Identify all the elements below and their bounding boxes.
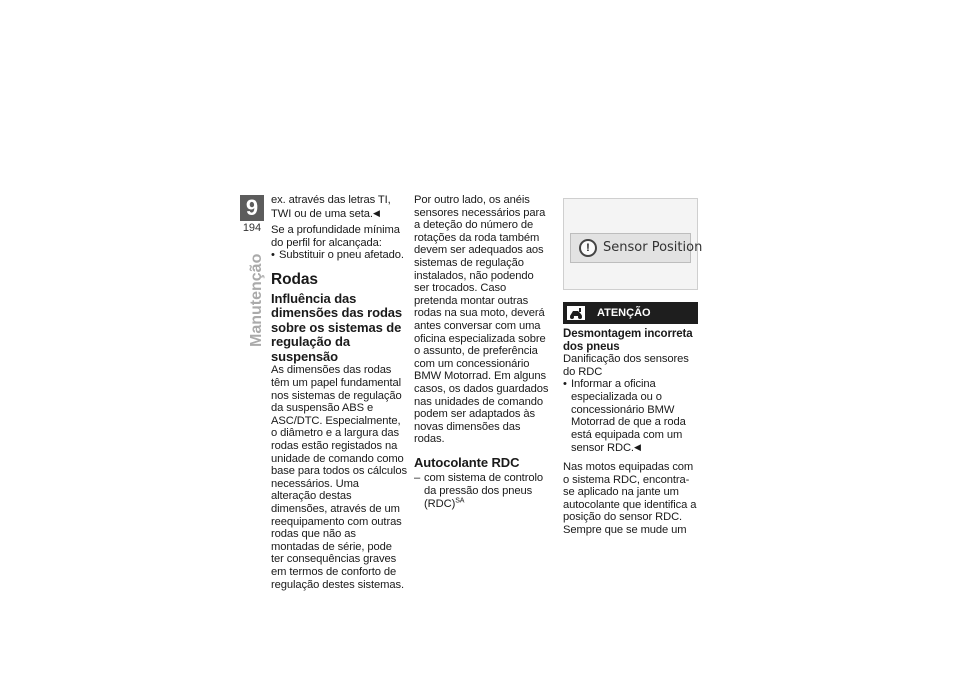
warning-text: Danificação dos sensores do RDC <box>563 353 689 378</box>
intro-text: ex. através das letras TI, TWI ou de uma seta. <box>271 194 391 220</box>
wheel-dimensions-paragraph: As dimensões das rodas têm um papel fundamental nos sistemas de regulação da suspensão ABS e ASC/DTC. Especialmente, o diâmetro e a largura das rodas estão registados na unidade de comando como base para todos os cálculos necessários. Uma alteração destas dimensões, através de um reequipamento com outras rodas que não as montadas de série, pode ter consequências graves em termos de conforto de regulação destes sistemas. <box>271 364 407 591</box>
intro-paragraph <box>271 194 407 220</box>
subsection-title: Influência das dimensões das rodas sobre os sistemas de regulação da suspensão <box>271 290 403 364</box>
dash-icon: – <box>414 472 421 485</box>
end-mark-icon: ◀ <box>372 207 380 218</box>
page-number: 194 <box>242 222 262 234</box>
chapter-tab <box>240 195 264 235</box>
optional-equipment-mark: SA <box>455 496 465 504</box>
depth-paragraph: Se a profundidade mínima do perfil for alcançada: <box>271 224 400 249</box>
rdc-option-label: com sistema de controlo da pressão dos pneus (RDC) <box>424 472 543 510</box>
rdc-option-text <box>424 472 550 510</box>
bullet-icon: • <box>563 378 567 391</box>
chapter-number: 9 <box>240 195 264 221</box>
chapter-title-wrap <box>236 246 265 356</box>
sensor-sticker <box>570 233 703 263</box>
rdc-sticker-paragraph: Nas motos equipadas com o sistema RDC, encontra-se aplicado na jante um autocolante que identifica a posição do sensor RDC. Sempre que se mude um <box>563 460 697 536</box>
section-title-rodas: Rodas <box>271 270 318 288</box>
end-mark-icon: ◀ <box>633 442 641 453</box>
warning-bullet <box>563 378 699 455</box>
exclamation-icon: ! <box>579 239 597 257</box>
motorcycle-warning-icon <box>567 306 585 320</box>
warning-label: ATENÇÃO <box>597 307 651 319</box>
bullet-icon: • <box>271 249 275 262</box>
rdc-option-item <box>414 472 550 510</box>
sensor-position-figure <box>563 198 703 290</box>
warning-title: Desmontagem incorreta dos pneus <box>563 328 693 353</box>
column-1 <box>271 194 407 591</box>
depth-bullet-text: Substituir o pneu afetado. <box>279 249 404 262</box>
depth-bullet <box>271 249 407 262</box>
warning-bullet-text <box>571 378 699 455</box>
chapter-title: Manutenção <box>248 253 265 347</box>
warning-header <box>563 302 698 324</box>
column-2 <box>414 194 550 510</box>
column-3 <box>563 328 699 537</box>
sticker-label: Sensor Position <box>603 240 703 255</box>
warning-bullet-label: Informar a oficina especializada ou o concessionário BMW Motorrad de que a roda está equipada com um sensor RDC. <box>571 378 686 455</box>
section-title-rdc: Autocolante RDC <box>414 454 520 470</box>
sensor-rings-paragraph: Por outro lado, os anéis sensores necessários para a deteção do número de rotações da roda também devem ser adequados aos sistemas de regulação instalados, não podendo ser trocados. Caso pretenda montar outras rodas na sua moto, deverá antes conversar com uma oficina especializada sobre o assunto, de preferência com um concessionário BMW Motorrad. Em alguns casos, os dados guardados nas unidades de comando podem ser adaptados às novas dimensões das rodas. <box>414 194 549 446</box>
